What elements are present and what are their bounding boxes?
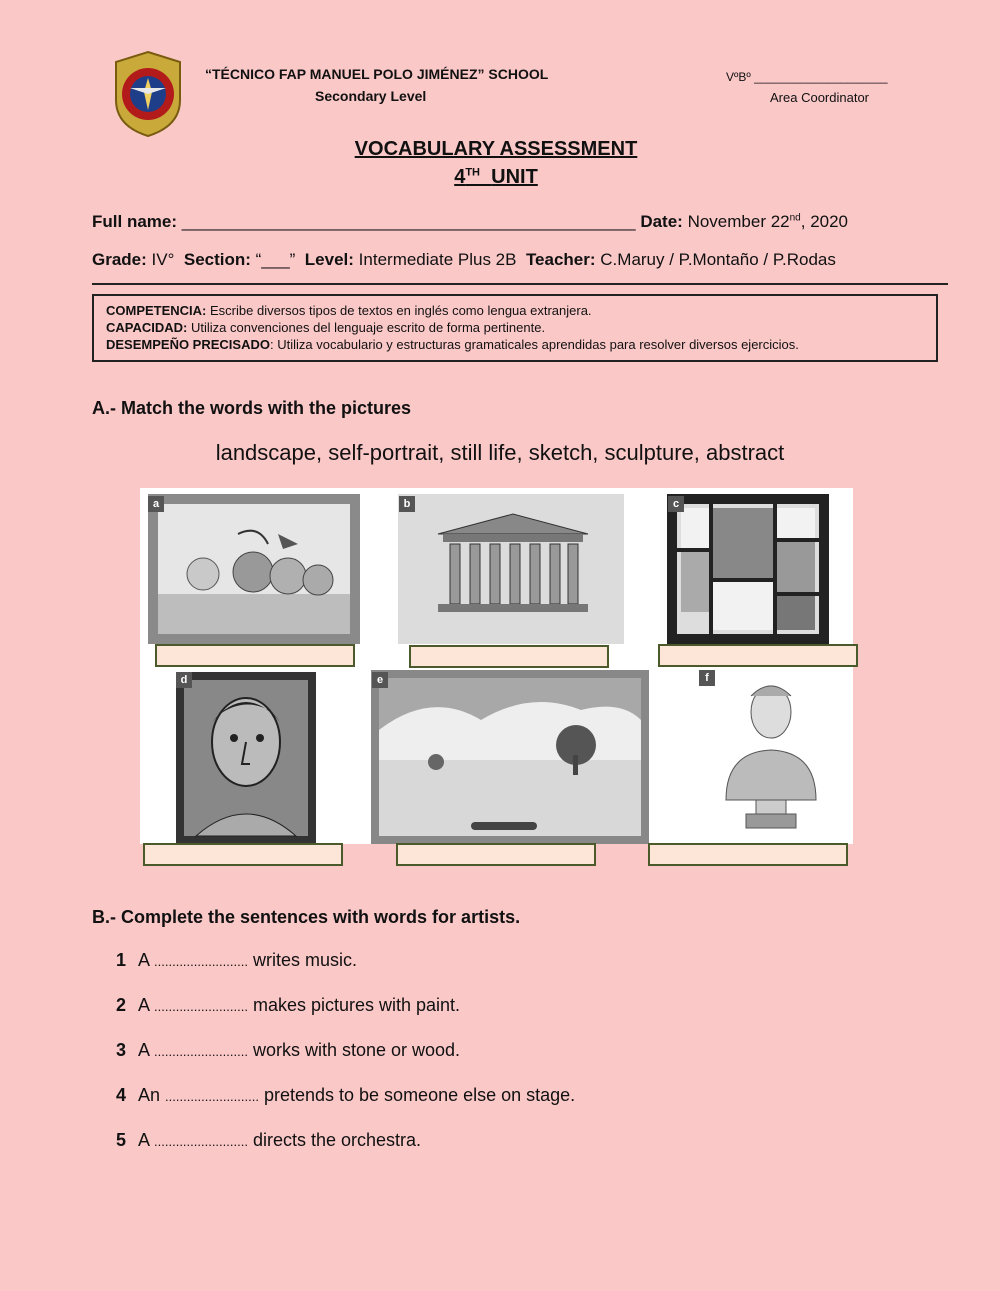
teacher-value: C.Maruy / P.Montaño / P.Rodas [600,250,836,269]
area-coordinator-label: Area Coordinator [770,90,869,105]
sentence-article: A [138,995,150,1015]
competencia-text: Escribe diversos tipos de textos en inglés como lengua extranjera. [206,303,592,318]
answer-box-c[interactable] [658,644,858,667]
competencia-line [106,302,924,319]
grade-value: IV° [151,250,175,269]
unit-superscript: TH [465,166,480,179]
sentence-blank[interactable]: .......................... [154,1134,248,1149]
competencia-box [92,294,938,362]
sentence-item [116,995,460,1016]
sentence-article: A [138,950,150,970]
sentence-text: makes pictures with paint. [247,995,461,1015]
level-value: Intermediate Plus 2B [358,250,517,269]
sentence-blank[interactable]: .......................... [154,999,248,1014]
picture-c-abstract [667,494,829,644]
answer-box-b[interactable] [409,645,609,668]
fullname-row [92,212,848,232]
unit-word: UNIT [491,166,538,188]
grade-label: Grade: [92,250,147,269]
competencia-label: COMPETENCIA: [106,303,207,318]
sentence-text: pretends to be someone else on stage. [258,1085,576,1105]
date-suffix: nd [789,212,801,224]
landscape-image [371,670,649,844]
sentence-number: 2 [116,995,127,1015]
abstract-grid-image [667,494,829,644]
sentence-text: works with stone or wood. [247,1040,461,1060]
unit-number: 4 [454,166,466,188]
answer-box-a[interactable] [155,644,355,667]
sentence-number: 4 [116,1085,127,1105]
teacher-label: Teacher: [525,250,596,269]
sentence-text: directs the orchestra. [247,1130,422,1150]
date-year: , 2020 [800,212,849,231]
date-main: November 22 [687,212,790,231]
school-name: “TÉCNICO FAP MANUEL POLO JIMÉNEZ” SCHOOL [205,66,549,82]
bust-sculpture-image [696,670,846,840]
tag-d: d [176,672,192,688]
section-a-heading: A.- Match the words with the pictures [92,398,412,418]
sentence-item [116,1040,460,1061]
school-level: Secondary Level [315,88,427,104]
picture-a-still-life [148,494,360,644]
capacidad-line [106,319,924,336]
picture-d-self-portrait [176,672,316,844]
picture-b-sketch [398,494,624,644]
unit-title [0,166,992,189]
sentence-number: 3 [116,1040,127,1060]
desempeno-line [106,336,924,353]
fullname-label: Full name: [92,212,178,231]
portrait-image [176,672,316,844]
section-b-heading: B.- Complete the sentences with words for artists. [92,907,521,927]
picture-e-landscape [371,670,649,844]
sentence-text: writes music. [247,950,357,970]
grade-row [92,250,836,270]
sentence-item [116,1085,575,1106]
capacidad-label: CAPACIDAD: [106,320,188,335]
tag-c: c [668,496,684,512]
capacidad-text: Utiliza convenciones del lenguaje escrito de forma pertinente. [187,320,546,335]
section-value[interactable]: “___” [255,250,296,269]
desempeno-label: DESEMPEÑO PRECISADO [106,337,270,352]
tag-e: e [372,672,388,688]
date-label: Date: [640,212,683,231]
sentence-blank[interactable]: .......................... [154,954,248,969]
divider-line [92,283,948,285]
sentence-article: A [138,1040,150,1060]
section-label: Section: [183,250,251,269]
tag-f: f [699,670,715,686]
word-bank: landscape, self-portrait, still life, sketch, sculpture, abstract [215,440,785,465]
sentence-blank[interactable]: .......................... [165,1089,259,1104]
tag-a: a [148,496,164,512]
sentence-number: 5 [116,1130,127,1150]
vobo-signature-line: VºBº ____________________ [726,70,888,84]
sentence-item [116,950,357,971]
fruit-bowl-image [148,494,360,644]
sentence-article: A [138,1130,150,1150]
date-value [688,212,848,231]
desempeno-text: : Utiliza vocabulario y estructuras gramaticales aprendidas para resolver diversos ejercicios. [269,337,799,352]
tag-b: b [399,496,415,512]
answer-box-f[interactable] [648,843,848,866]
sentence-blank[interactable]: .......................... [154,1044,248,1059]
level-label: Level: [304,250,354,269]
sentence-article: An [138,1085,161,1105]
answer-box-e[interactable] [396,843,596,866]
sentence-number: 1 [116,950,127,970]
temple-sketch-image [398,494,624,644]
picture-f-sculpture [696,670,846,840]
page-title: VOCABULARY ASSESSMENT [354,138,638,160]
fullname-line[interactable]: ________________________________________________ [181,212,636,231]
sentence-item [116,1130,421,1151]
answer-box-d[interactable] [143,843,343,866]
school-logo [108,48,188,140]
